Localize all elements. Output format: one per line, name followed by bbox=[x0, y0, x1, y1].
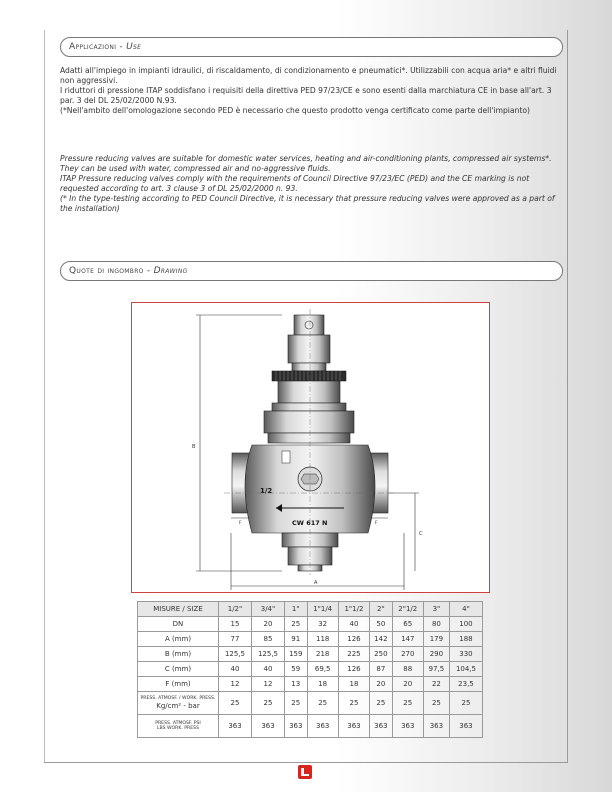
body-size-marking: 1/2 bbox=[260, 487, 273, 495]
table-cell: 65 bbox=[392, 617, 423, 632]
table-cell: 142 bbox=[370, 632, 393, 647]
table-cell: 20 bbox=[370, 677, 393, 692]
table-cell: 25 bbox=[392, 692, 423, 715]
table-cell: 88 bbox=[392, 662, 423, 677]
table-cell: 363 bbox=[370, 715, 393, 738]
table-cell: 363 bbox=[307, 715, 338, 738]
table-row-c bbox=[138, 662, 483, 677]
table-cell: 25 bbox=[423, 692, 449, 715]
dimension-c bbox=[387, 493, 419, 571]
dimension-f-right-label: F bbox=[375, 521, 378, 526]
body-material-marking: CW 617 N bbox=[292, 519, 328, 527]
section-header-applications bbox=[60, 37, 563, 57]
table-cell: 159 bbox=[285, 647, 308, 662]
page-frame-left bbox=[44, 30, 45, 762]
table-cell: 290 bbox=[423, 647, 449, 662]
table-cell: 118 bbox=[307, 632, 338, 647]
table-cell: 126 bbox=[338, 632, 369, 647]
table-cell: 270 bbox=[392, 647, 423, 662]
table-cell: 40 bbox=[219, 662, 252, 677]
table-cell: 179 bbox=[423, 632, 449, 647]
table-cell: 69,5 bbox=[307, 662, 338, 677]
dimension-c-label: C bbox=[419, 531, 423, 537]
table-cell: 91 bbox=[285, 632, 308, 647]
dimension-f-left-label: F bbox=[239, 521, 242, 526]
table-cell: 25 bbox=[252, 692, 285, 715]
table-cell: 20 bbox=[392, 677, 423, 692]
table-cell: 12 bbox=[219, 677, 252, 692]
table-header-cell: 4" bbox=[449, 602, 482, 617]
table-cell: 80 bbox=[423, 617, 449, 632]
table-row-a bbox=[138, 632, 483, 647]
table-cell: 12 bbox=[252, 677, 285, 692]
table-cell: 25 bbox=[449, 692, 482, 715]
table-cell: 363 bbox=[252, 715, 285, 738]
table-cell: 87 bbox=[370, 662, 393, 677]
table-cell: 363 bbox=[449, 715, 482, 738]
table-cell: 125,5 bbox=[219, 647, 252, 662]
table-cell: 40 bbox=[252, 662, 285, 677]
table-row-label bbox=[138, 715, 219, 738]
table-cell: 59 bbox=[285, 662, 308, 677]
table-cell: 363 bbox=[423, 715, 449, 738]
table-cell: 22 bbox=[423, 677, 449, 692]
table-cell: 18 bbox=[338, 677, 369, 692]
table-header-cell: 2" bbox=[370, 602, 393, 617]
section-title-sep: - bbox=[143, 266, 154, 276]
table-cell: 40 bbox=[338, 617, 369, 632]
table-cell: 363 bbox=[285, 715, 308, 738]
table-cell: 330 bbox=[449, 647, 482, 662]
table-cell: 126 bbox=[338, 662, 369, 677]
psi-label-line1: PRESS. ATMOSF. PSI bbox=[155, 720, 201, 726]
table-cell: 50 bbox=[370, 617, 393, 632]
table-row-label bbox=[138, 692, 219, 715]
table-row-label: A (mm) bbox=[138, 632, 219, 647]
table-cell: 363 bbox=[338, 715, 369, 738]
table-cell: 225 bbox=[338, 647, 369, 662]
table-header-row bbox=[138, 602, 483, 617]
table-row-dn bbox=[138, 617, 483, 632]
table-cell: 23,5 bbox=[449, 677, 482, 692]
table-cell: 363 bbox=[219, 715, 252, 738]
table-row-f bbox=[138, 677, 483, 692]
valve-bonnet bbox=[264, 381, 354, 443]
technical-drawing bbox=[131, 302, 490, 593]
table-cell: 25 bbox=[285, 617, 308, 632]
table-cell: 218 bbox=[307, 647, 338, 662]
table-cell: 25 bbox=[338, 692, 369, 715]
dimension-b-label: B bbox=[192, 444, 196, 450]
table-cell: 25 bbox=[219, 692, 252, 715]
table-cell: 13 bbox=[285, 677, 308, 692]
table-cell: 100 bbox=[449, 617, 482, 632]
table-cell: 147 bbox=[392, 632, 423, 647]
table-cell: 97,5 bbox=[423, 662, 449, 677]
italian-paragraph: Adatti all'impiego in impianti idraulici, di riscaldamento, di condizionamento e pneumatici*. Utilizzabili con acqua aria* e altri fluidi non aggressivi. bbox=[60, 66, 557, 86]
top-gauge-cap bbox=[288, 315, 330, 371]
english-paragraph: Pressure reducing valves are suitable for domestic water services, heating and air-conditioning plants, compressed air systems*. They can be used with water, compressed air and no-aggressive fluids. bbox=[60, 154, 552, 174]
table-header-cell: 3" bbox=[423, 602, 449, 617]
table-row-label: DN bbox=[138, 617, 219, 632]
pressure-label-small: PRESS. ATMOSF. / WORK. PRESS. bbox=[140, 696, 216, 702]
table-header-cell: 1" bbox=[285, 602, 308, 617]
table-row-pressure-bar bbox=[138, 692, 483, 715]
table-cell: 188 bbox=[449, 632, 482, 647]
table-cell: 125,5 bbox=[252, 647, 285, 662]
table-cell: 363 bbox=[392, 715, 423, 738]
section-header-drawing bbox=[60, 261, 563, 281]
italian-description bbox=[60, 66, 566, 116]
knurled-ring bbox=[272, 371, 346, 381]
table-row-pressure-psi bbox=[138, 715, 483, 738]
english-paragraph: (* In the type-testing according to PED Council Directive, it is necessary that pressure reducing valves were approved as a part of the installation) bbox=[60, 194, 555, 214]
dimension-a-label: A bbox=[314, 580, 318, 586]
table-cell: 32 bbox=[307, 617, 338, 632]
table-header-cell: MISURE / SIZE bbox=[138, 602, 219, 617]
table-header-cell: 1/2" bbox=[219, 602, 252, 617]
section-title-it: Quote di ingombro bbox=[69, 266, 144, 276]
table-cell: 104,5 bbox=[449, 662, 482, 677]
table-cell: 250 bbox=[370, 647, 393, 662]
english-paragraph: ITAP Pressure reducing valves comply with the requirements of Council Directive 97/23/EC (PED) and the CE marking is not requested according to art. 3 clause 3 of DL 25/02/2000 n. 93. bbox=[60, 174, 530, 194]
table-cell: 25 bbox=[307, 692, 338, 715]
table-header-cell: 1"1/2 bbox=[338, 602, 369, 617]
table-cell: 20 bbox=[252, 617, 285, 632]
table-row-label: C (mm) bbox=[138, 662, 219, 677]
pressure-label-main: Kg/cm² - bar bbox=[156, 701, 200, 710]
section-title-sep: - bbox=[116, 42, 127, 52]
table-cell: 25 bbox=[285, 692, 308, 715]
table-row-label: B (mm) bbox=[138, 647, 219, 662]
italian-paragraph: (*Nell'ambito dell'omologazione secondo PED è necessario che questo prodotto venga certificato come parte dell'impianto) bbox=[60, 106, 530, 116]
table-cell: 15 bbox=[219, 617, 252, 632]
table-row-label: F (mm) bbox=[138, 677, 219, 692]
psi-label-line2: LBS WORK. PRESS bbox=[157, 726, 199, 731]
table-cell: 18 bbox=[307, 677, 338, 692]
italian-paragraph: I riduttori di pressione ITAP soddisfano i requisiti della direttiva PED 97/23/CE e sono esenti dalla marchiatura CE in base all'art. 3 par. 3 del DL 25/02/2000 N.93. bbox=[60, 86, 552, 106]
table-header-cell: 3/4" bbox=[252, 602, 285, 617]
table-header-cell: 2"1/2 bbox=[392, 602, 423, 617]
table-header-cell: 1"1/4 bbox=[307, 602, 338, 617]
table-cell: 25 bbox=[370, 692, 393, 715]
section-title-en: Drawing bbox=[153, 266, 188, 276]
english-description bbox=[60, 154, 566, 215]
valve-drawing-svg bbox=[132, 303, 489, 592]
brand-logo-icon bbox=[298, 764, 312, 778]
table-row-b bbox=[138, 647, 483, 662]
spec-table bbox=[137, 601, 483, 738]
section-title-en: Use bbox=[126, 42, 142, 52]
table-cell: 85 bbox=[252, 632, 285, 647]
table-cell: 77 bbox=[219, 632, 252, 647]
section-title-it: Applicazioni bbox=[69, 42, 117, 52]
